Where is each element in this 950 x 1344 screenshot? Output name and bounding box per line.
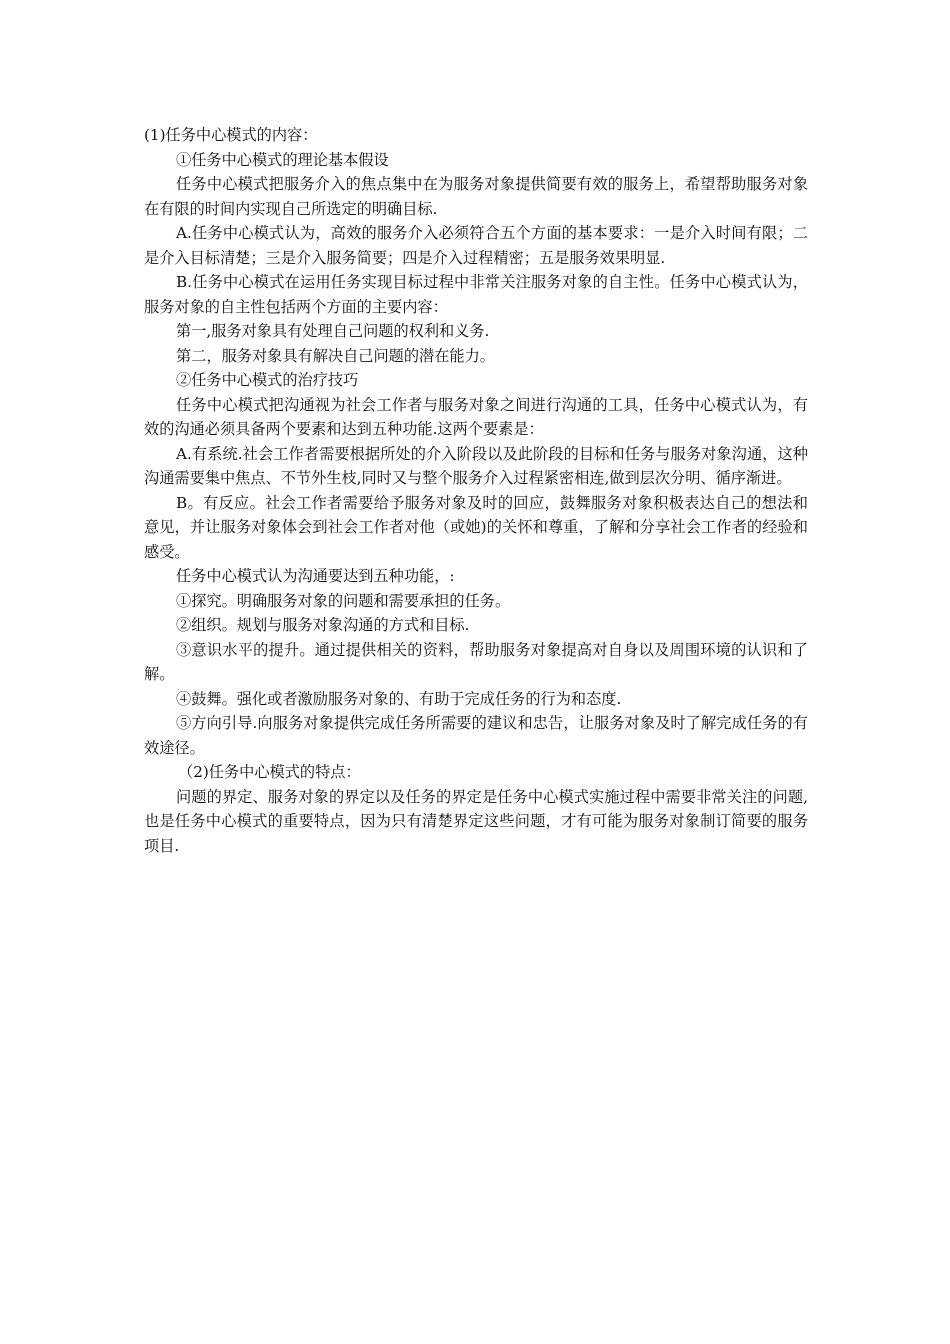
subheading-theory-assumptions: ①任务中心模式的理论基本假设	[176, 150, 389, 169]
paragraph-point-b-autonomy: B.任务中心模式在运用任务实现目标过程中非常关注服务对象的自主性。任务中心模式认为，服务对象的自主性包括两个方面的主要内容：	[144, 273, 808, 316]
document-body	[144, 123, 808, 858]
paragraph-point-b-responsive: B。有反应。社会工作者需要给予服务对象及时的回应，鼓舞服务对象积极表达自己的想法和意见，并让服务对象体会到社会工作者对他（或她)的关怀和尊重，了解和分享社会工作者的经验和感受。	[144, 493, 808, 561]
paragraph-second-ability: 第二，服务对象具有解决自己问题的潜在能力。	[176, 346, 495, 365]
paragraph-communication: 任务中心模式把沟通视为社会工作者与服务对象之间进行沟通的工具，任务中心模式认为，有效的沟通必须具备两个要素和达到五种功能.这两个要素是：	[144, 395, 808, 438]
paragraph-features: 问题的界定、服务对象的界定以及任务的界定是任务中心模式实施过程中需要非常关注的问题,也是任务中心模式的重要特点，因为只有清楚界定这些问题，才有可能为服务对象制订简要的服务项目.	[144, 787, 808, 855]
paragraph-first-right: 第一,服务对象具有处理自己问题的权利和义务.	[176, 322, 490, 340]
list-item-guidance: ⑤方向引导.向服务对象提供完成任务所需要的建议和忠告，让服务对象及时了解完成任务的有效途径。	[144, 714, 808, 757]
list-item-explore: ①探究。明确服务对象的问题和需要承担的任务。	[176, 591, 511, 610]
list-item-awareness: ③意识水平的提升。通过提供相关的资料，帮助服务对象提高对自身以及周围环境的认识和了解。	[144, 640, 808, 683]
section-heading-contents: (1)任务中心模式的内容：	[144, 126, 318, 144]
list-item-organize: ②组织。规划与服务对象沟通的方式和目标.	[176, 616, 470, 634]
paragraph-focus: 任务中心模式把服务介入的焦点集中在为服务对象提供简要有效的服务上，希望帮助服务对象在有限的时间内实现自己所选定的明确目标.	[144, 175, 808, 218]
subheading-treatment-skills: ②任务中心模式的治疗技巧	[176, 371, 359, 389]
section-heading-features: （2)任务中心模式的特点：	[178, 763, 361, 781]
paragraph-point-a-requirements: A.任务中心模式认为，高效的服务介入必须符合五个方面的基本要求：一是介入时间有限；二是介入目标清楚；三是介入服务简要；四是介入过程精密；五是服务效果明显.	[144, 224, 808, 267]
paragraph-five-functions: 任务中心模式认为沟通要达到五种功能，:	[176, 567, 455, 585]
paragraph-point-a-systematic: A.有系统.社会工作者需要根据所处的介入阶段以及此阶段的目标和任务与服务对象沟通，这种沟通需要集中焦点、不节外生枝,同时又与整个服务介入过程紧密相连,做到层次分明、循序渐进。	[144, 444, 808, 487]
list-item-encourage: ④鼓舞。强化或者激励服务对象的、有助于完成任务的行为和态度.	[176, 689, 622, 708]
